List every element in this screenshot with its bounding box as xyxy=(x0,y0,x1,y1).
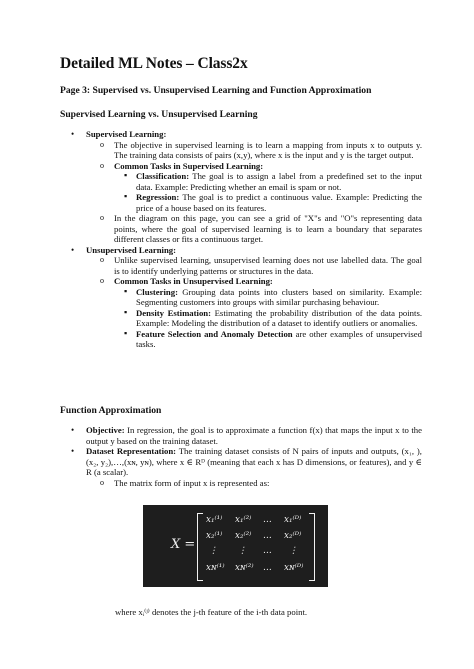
feature-text: are other examples of unsupervised tasks. xyxy=(136,328,422,349)
unsupervised-label: Unsupervised Learning: xyxy=(86,244,177,255)
section-heading-supervised-vs-unsupervised: Supervised Learning vs. Unsupervised Learning xyxy=(60,109,258,120)
learning-types-list xyxy=(70,129,422,350)
task-classification xyxy=(122,171,422,192)
dataset-text: The training dataset consists of N pairs of inputs and outputs, (x₁, ),(x₂, y₂),…,(xɴ, yɴ), where x ∈ Rᴰ (meaning that each x has D dimensions, or features), and y ∈ R (a scalar). xyxy=(86,446,422,477)
matrix-cell: x₂⁽ᴰ⁾ xyxy=(284,531,302,541)
matrix-lhs: X = xyxy=(171,537,196,552)
matrix-cell: ⋮ xyxy=(209,546,218,556)
matrix-caption: where xᵢ⁽ʲ⁾ denotes the j-th feature of the i-th data point. xyxy=(115,606,308,617)
supervised-label: Supervised Learning: xyxy=(86,129,167,139)
supervised-sublist xyxy=(98,140,422,245)
unsupervised-objective: o Unlike supervised learning, unsupervised learning does not use labelled data. The goal is to identify underlying patterns or structures in the data. xyxy=(98,255,422,276)
function-approx-list xyxy=(70,425,422,488)
matrix-left-bracket xyxy=(197,513,203,581)
unsupervised-sublist xyxy=(98,255,422,350)
matrix-cell: … xyxy=(263,563,272,573)
section-heading-function-approximation: Function Approximation xyxy=(60,405,162,416)
matrix-cell: ⋮ xyxy=(289,546,298,556)
feature-label: Feature Selection and Anomaly Detection xyxy=(136,328,293,339)
matrix-cell: x₂⁽¹⁾ xyxy=(206,531,223,541)
matrix-cell: xɴ⁽ᴰ⁾ xyxy=(284,563,304,573)
task-density-estimation xyxy=(122,308,422,329)
classification-label: Classification: xyxy=(136,171,190,181)
list-item-supervised xyxy=(70,129,422,245)
density-text: Estimating the probability distribution of the data points. Example: Modeling the distribution of a dataset to identify outliers or anomalies. xyxy=(136,307,422,328)
matrix-intro: o The matrix form of input x is represented as: xyxy=(98,478,422,489)
matrix-cell: x₁⁽²⁾ xyxy=(235,515,252,525)
objective-text: In regression, the goal is to approximate a function f(x) that maps the input x to the output y based on the training dataset. xyxy=(86,425,422,446)
supervised-diagram-note: o In the diagram on this page, you can see a grid of "X"s and "O"s representing data points, where the goal of supervised learning is to learn a boundary that separates different classes or fits a continuous target. xyxy=(98,213,422,245)
supervised-tasks xyxy=(98,161,422,214)
task-feature-selection xyxy=(122,329,422,350)
dataset-label: Dataset Representation: xyxy=(86,446,177,456)
supervised-objective: o The objective in supervised learning is to learn a mapping from inputs x to outputs y. The training data consists of pairs (x,y), where x is the input and y is the target output. xyxy=(98,140,422,161)
supervised-tasks-label: Common Tasks in Supervised Learning: xyxy=(114,160,264,171)
matrix-cell: … xyxy=(263,531,272,541)
matrix-figure xyxy=(143,505,328,587)
objective-label: Objective: xyxy=(86,425,125,435)
regression-label: Regression: xyxy=(136,192,180,202)
task-clustering xyxy=(122,287,422,308)
list-item-unsupervised xyxy=(70,245,422,350)
matrix-cell: ⋮ xyxy=(238,546,247,556)
unsupervised-tasks-label: Common Tasks in Unsupervised Learning: xyxy=(114,276,273,286)
matrix-cell: … xyxy=(263,546,272,556)
supervised-tasks-list xyxy=(122,171,422,213)
matrix-cell: x₁⁽¹⁾ xyxy=(206,515,223,525)
clustering-label: Clustering: xyxy=(136,286,178,297)
task-regression xyxy=(122,192,422,213)
regression-text: The goal is to predict a continuous value. Example: Predicting the price of a house based on its features. xyxy=(136,192,422,213)
document-title: Detailed ML Notes – Class2x xyxy=(60,55,248,72)
matrix-cell: x₁⁽ᴰ⁾ xyxy=(284,515,302,525)
list-item-objective xyxy=(70,425,422,446)
matrix-right-bracket xyxy=(309,513,315,581)
classification-text: The goal is to assign a label from a predefined set to the input data. Example: Predicting whether an email is spam or not. xyxy=(136,171,422,192)
clustering-text: Grouping data points into clusters based on similarity. Example: Segmenting customers into groups with similar purchasing behaviour. xyxy=(136,286,422,307)
matrix-cell: x₂⁽²⁾ xyxy=(235,531,252,541)
matrix-cell: xɴ⁽²⁾ xyxy=(235,563,254,573)
dataset-sublist xyxy=(98,478,422,489)
list-item-dataset-representation xyxy=(70,446,422,488)
unsupervised-tasks-list xyxy=(122,287,422,350)
density-label: Density Estimation: xyxy=(136,307,212,318)
page-heading: Page 3: Supervised vs. Unsupervised Learning and Function Approximation xyxy=(60,85,372,96)
matrix-cell: … xyxy=(263,515,272,525)
matrix-cell: xɴ⁽¹⁾ xyxy=(206,563,225,573)
unsupervised-tasks xyxy=(98,276,422,350)
